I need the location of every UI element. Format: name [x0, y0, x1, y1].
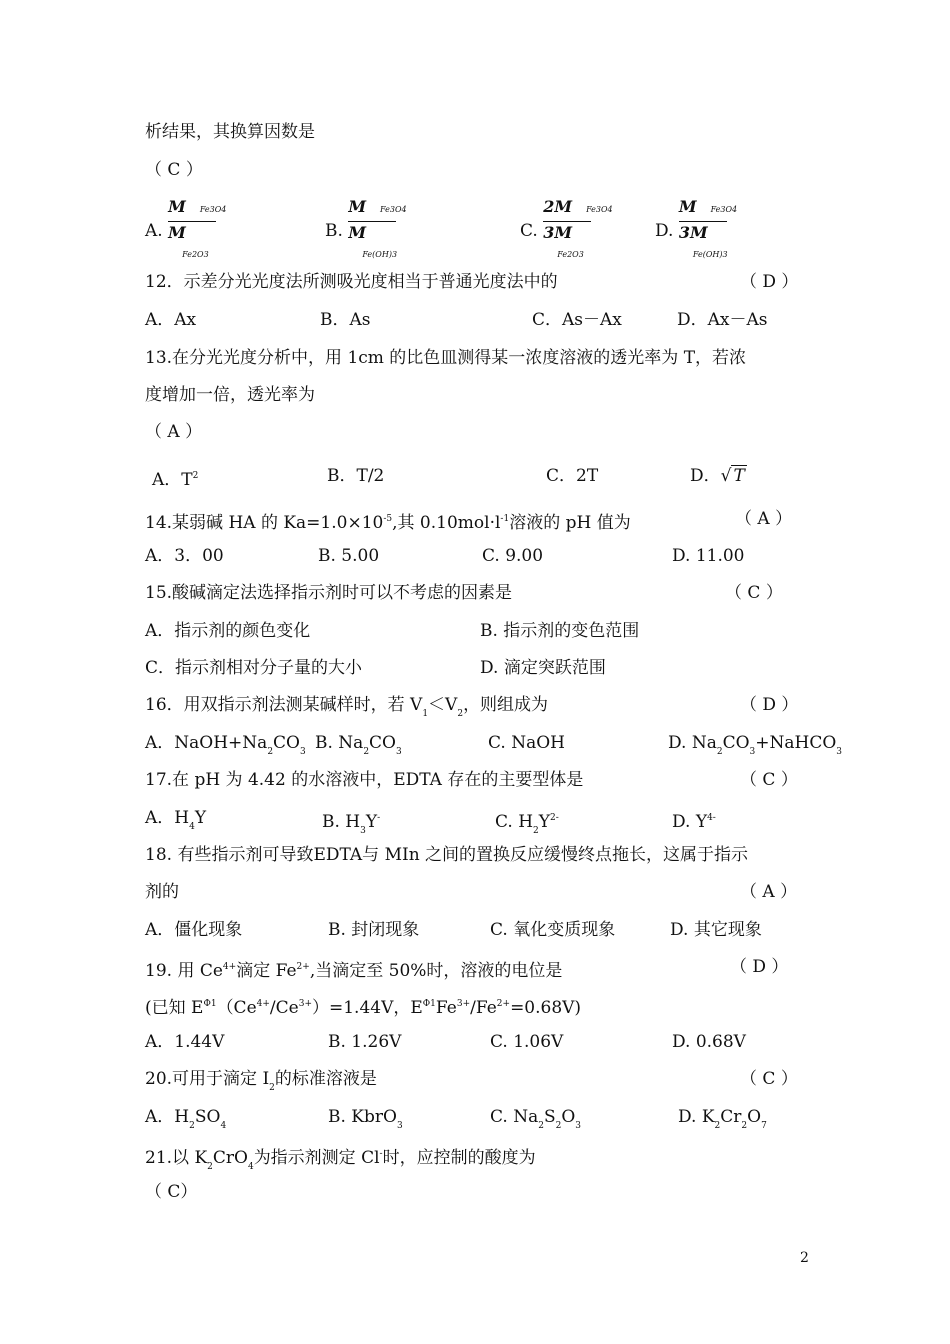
q19-text: 19. 用 $Ce^{4+}$滴定 $Fe^{2+}$,当滴定至 50%时，溶液的电位是: [145, 961, 563, 981]
q18-text-line1: 18. 有些指示剂可导致EDTA与 MIn 之间的置换反应缓慢终点拖长，这属于指示: [145, 845, 749, 865]
q21-text: 21.以 $K_2CrO_4$为指示剂测定 Cl-时，应控制的酸度为: [145, 1148, 536, 1172]
q13-text-line1: 13.在分光光度分析中，用 1cm 的比色皿测得某一浓度溶液的透光率为 T，若浓: [145, 348, 747, 368]
q20-option-c: C. $Na_2S_2O_3$: [490, 1107, 582, 1131]
q20-option-a: A．$H_2SO_4$: [145, 1107, 227, 1131]
q18-text-line2: 剂的: [145, 882, 179, 902]
q13-text-line2: 度增加一倍，透光率为: [145, 385, 315, 405]
q15-option-a: A．指示剂的颜色变化: [145, 621, 311, 641]
q19-option-a: A．1.44V: [145, 1032, 225, 1052]
q17-option-b: B. $H_3Y^-$: [322, 812, 381, 836]
q21-answer: （ C）: [145, 1182, 198, 1202]
q14-option-a: A．3．00: [145, 546, 224, 566]
q16-option-d: D. $Na_2CO_3+NaHCO_3$: [668, 733, 843, 757]
q12-answer: （ D ）: [740, 272, 799, 292]
q13-option-b: B．T/2: [327, 466, 385, 486]
q14-answer: （ A ）: [735, 509, 793, 529]
q15-answer: （ C ）: [725, 583, 783, 603]
q12-option-c: C．As－Ax: [532, 310, 622, 330]
q11-text: 析结果，其换算因数是: [145, 122, 315, 142]
q12-option-b: B．As: [320, 310, 371, 330]
q16-text: 16．用双指示剂法测某碱样时，若 $V_1<V_2$，则组成为: [145, 695, 549, 719]
q20-option-d: D. $K_2Cr_2O_7$: [678, 1107, 767, 1131]
q16-option-c: C. NaOH: [488, 733, 565, 753]
q14-option-c: C. 9.00: [482, 546, 544, 566]
q11-option-c: C. 2M Fe3O4 3M Fe2O3: [520, 197, 613, 259]
q11-option-d: D. M Fe3O4 3M Fe(OH)3: [655, 197, 738, 259]
q18-answer: （ A ）: [740, 882, 798, 902]
q15-option-b: B. 指示剂的变色范围: [480, 621, 640, 641]
q16-option-a: A．$NaOH+Na_2CO_3$: [145, 733, 306, 757]
q14-option-d: D. 11.00: [672, 546, 745, 566]
q12-option-a: A．Ax: [145, 310, 197, 330]
q19-option-d: D. 0.68V: [672, 1032, 746, 1052]
q13-option-d: D．√ T: [690, 466, 745, 486]
q17-option-c: C. $H_2Y^{2-}$: [495, 812, 559, 836]
q17-option-a: A．$H_4Y$: [145, 808, 207, 832]
q19-answer: （ D ）: [730, 957, 789, 977]
q20-answer: （ C ）: [740, 1069, 798, 1089]
q18-option-b: B. 封闭现象: [328, 920, 420, 940]
q14-option-b: B. 5.00: [318, 546, 380, 566]
q13-option-c: C．2T: [546, 466, 599, 486]
q12-text: 12．示差分光光度法所测吸光度相当于普通光度法中的: [145, 272, 558, 292]
q19-known-values: (已知 $E^{\Phi 1}(Ce^{4+}/Ce^{3+})=1.44V$，$E^{\Phi 1}Fe^{3+}/Fe^{2+}=0.68V$): [145, 998, 582, 1018]
q16-option-b: B. $Na_2CO_3$: [315, 733, 402, 757]
q17-text: 17.在 pH 为 4.42 的水溶液中，EDTA 存在的主要型体是: [145, 770, 584, 790]
q16-answer: （ D ）: [740, 695, 799, 715]
q18-option-d: D. 其它现象: [670, 920, 762, 940]
q11-answer: （ C ）: [145, 160, 203, 180]
q14-text: 14.某弱碱 HA 的 $Ka=1.0\times 10^{-5}$,其 $0.10mol\cdot l^{-1}$溶液的 pH 值为: [145, 513, 631, 533]
q13-option-a: A．$T^2$: [152, 470, 199, 490]
q15-text: 15.酸碱滴定法选择指示剂时可以不考虑的因素是: [145, 583, 513, 603]
q18-option-a: A．僵化现象: [145, 920, 243, 940]
q15-option-d: D. 滴定突跃范围: [480, 658, 606, 678]
q19-option-c: C. 1.06V: [490, 1032, 564, 1052]
q19-option-b: B. 1.26V: [328, 1032, 402, 1052]
q17-answer: （ C ）: [740, 770, 798, 790]
q17-option-d: D. $Y^{4-}$: [672, 812, 716, 832]
q11-option-b: B. M Fe3O4 M Fe(OH)3: [325, 197, 407, 259]
page-number: 2: [800, 1250, 809, 1266]
q20-text: 20.可用于滴定 $I_2$的标准溶液是: [145, 1069, 377, 1093]
q12-option-d: D．Ax－As: [677, 310, 768, 330]
q13-answer: （ A ）: [145, 422, 203, 442]
q20-option-b: B. KbrO$_3$: [328, 1107, 403, 1131]
q11-option-a: A. M Fe3O4 M Fe2O3: [145, 197, 227, 259]
q18-option-c: C. 氧化变质现象: [490, 920, 616, 940]
q15-option-c: C．指示剂相对分子量的大小: [145, 658, 363, 678]
